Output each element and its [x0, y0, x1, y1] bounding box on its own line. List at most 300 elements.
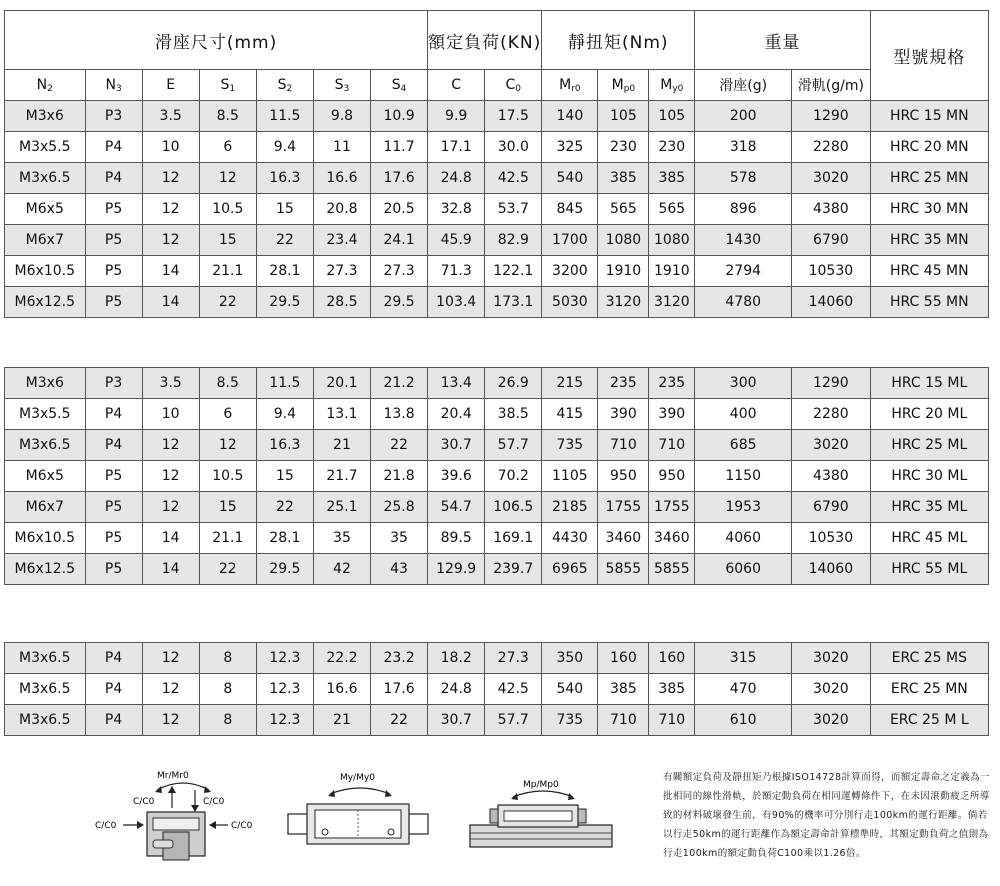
- table-cell: 3020: [792, 705, 871, 736]
- table-row: [5, 523, 989, 554]
- table-cell: 215: [542, 368, 598, 399]
- table-cell: 8.5: [199, 368, 256, 399]
- table-cell: M3x6.5: [5, 674, 86, 705]
- table-cell: 9.8: [313, 101, 370, 132]
- table-cell: 20.1: [313, 368, 370, 399]
- table-row: [5, 492, 989, 523]
- column-header-subscript: 3: [343, 83, 350, 94]
- table-cell: 2280: [792, 132, 871, 163]
- column-header: [5, 70, 86, 101]
- column-header-row: [5, 70, 989, 101]
- table-cell: 10.5: [199, 194, 256, 225]
- table-cell: 20.8: [313, 194, 370, 225]
- column-header-label: C: [505, 76, 516, 93]
- table-cell: 169.1: [485, 523, 542, 554]
- table-cell: P5: [85, 194, 142, 225]
- table-cell: 71.3: [428, 256, 485, 287]
- table-cell: 950: [598, 461, 649, 492]
- table-cell: 14: [142, 287, 199, 318]
- up-arrow-icon: [168, 786, 176, 793]
- table-cell: 1953: [695, 492, 792, 523]
- my-title: My/My0: [340, 773, 375, 783]
- table-cell: 29.5: [256, 554, 313, 585]
- table-cell: 43: [371, 554, 428, 585]
- table-row: [5, 705, 989, 736]
- column-header: [371, 70, 428, 101]
- roll-moment-diagram: [95, 768, 270, 873]
- table-cell: 25.1: [313, 492, 370, 523]
- table-cell: 103.4: [428, 287, 485, 318]
- table-cell: 415: [542, 399, 598, 430]
- table-cell: 12: [142, 705, 199, 736]
- table-cell: M3x6.5: [5, 430, 86, 461]
- column-header-subscript: 0: [515, 83, 522, 94]
- table-cell: M3x6: [5, 368, 86, 399]
- table-cell: 200: [695, 101, 792, 132]
- rotation-arrow-icon: [513, 791, 573, 797]
- column-header-label: C: [451, 77, 462, 93]
- model-cell: HRC 45 ML: [870, 523, 988, 554]
- table-cell: 57.7: [485, 705, 542, 736]
- yaw-moment-diagram: [285, 768, 435, 858]
- column-header-subscript: y0: [672, 83, 684, 94]
- table-cell: 25.8: [371, 492, 428, 523]
- table-cell: 10: [142, 399, 199, 430]
- table-cell: 3020: [792, 643, 871, 674]
- table-cell: 3.5: [142, 101, 199, 132]
- table-cell: 3120: [598, 287, 649, 318]
- table-cell: 22: [256, 225, 313, 256]
- table-cell: 710: [598, 430, 649, 461]
- table-cell: 4380: [792, 194, 871, 225]
- table-cell: 13.4: [428, 368, 485, 399]
- table-cell: 70.2: [485, 461, 542, 492]
- table-cell: 5855: [649, 554, 695, 585]
- spec-table-mn: [4, 10, 989, 318]
- column-header: [485, 70, 542, 101]
- table-cell: 15: [199, 492, 256, 523]
- column-header-label: E: [166, 77, 176, 93]
- table-row: [5, 256, 989, 287]
- table-cell: 9.4: [256, 399, 313, 430]
- table-cell: 6790: [792, 492, 871, 523]
- column-header: [85, 70, 142, 101]
- table-cell: 3020: [792, 674, 871, 705]
- table-cell: 1105: [542, 461, 598, 492]
- table-cell: P4: [85, 132, 142, 163]
- column-header: [649, 70, 695, 101]
- rated-life-note: 有關額定負荷及靜扭矩乃根據ISO14728計算而得，而額定壽命之定義為一批相同的線性滑軌，於額定動負荷在相同運轉條件下，在未因滾動疲乏所導致的材料破壞發生前，有90%的機率可分別行走100km的運行距離。倘若以行走50km的運行距離作為額定壽命計算標準時，其額定動負荷之值則為行走100km的額定動負荷C100乘以1.26倍。: [663, 772, 990, 859]
- table-cell: 318: [695, 132, 792, 163]
- table-row: [5, 461, 989, 492]
- right-arrow-icon: [137, 821, 144, 829]
- column-header-subscript: r0: [571, 83, 581, 94]
- table-cell: 30.0: [485, 132, 542, 163]
- table-cell: 710: [649, 430, 695, 461]
- table-cell: 16.6: [313, 674, 370, 705]
- model-cell: HRC 55 ML: [870, 554, 988, 585]
- column-header: [428, 70, 485, 101]
- table-cell: 89.5: [428, 523, 485, 554]
- table-cell: 540: [542, 674, 598, 705]
- table-cell: 1755: [598, 492, 649, 523]
- table-cell: M3x6.5: [5, 163, 86, 194]
- table-cell: 8: [199, 674, 256, 705]
- table-cell: 82.9: [485, 225, 542, 256]
- table-cell: 3460: [598, 523, 649, 554]
- column-header-label: M: [611, 76, 624, 93]
- table-cell: 105: [598, 101, 649, 132]
- table-cell: 15: [199, 225, 256, 256]
- table-cell: P3: [85, 368, 142, 399]
- column-header-label: S: [220, 76, 230, 93]
- table-cell: 21.1: [199, 256, 256, 287]
- table-cell: 21: [313, 705, 370, 736]
- table-cell: 42: [313, 554, 370, 585]
- table-cell: M6x12.5: [5, 287, 86, 318]
- table-cell: 12: [142, 194, 199, 225]
- table-cell: 140: [542, 101, 598, 132]
- table-cell: 1700: [542, 225, 598, 256]
- table-cell: 6965: [542, 554, 598, 585]
- table-cell: 5855: [598, 554, 649, 585]
- table-cell: 1080: [649, 225, 695, 256]
- table-cell: 385: [649, 674, 695, 705]
- model-cell: HRC 45 MN: [870, 256, 988, 287]
- table-cell: 4380: [792, 461, 871, 492]
- table-cell: 6: [199, 132, 256, 163]
- table-cell: 22.2: [313, 643, 370, 674]
- table-cell: 16.6: [313, 163, 370, 194]
- table-cell: 3200: [542, 256, 598, 287]
- table-cell: M6x5: [5, 461, 86, 492]
- table-cell: 3460: [649, 523, 695, 554]
- table-cell: 540: [542, 163, 598, 194]
- table-row: [5, 368, 989, 399]
- table-cell: 24.8: [428, 674, 485, 705]
- column-header-subscript: p0: [623, 83, 636, 94]
- column-header: [313, 70, 370, 101]
- column-header-label: S: [334, 76, 344, 93]
- table-cell: 18.2: [428, 643, 485, 674]
- table-cell: 21.7: [313, 461, 370, 492]
- table-cell: 12: [142, 430, 199, 461]
- spec-table-ml: [4, 367, 989, 585]
- model-cell: HRC 20 MN: [870, 132, 988, 163]
- table-cell: 12.3: [256, 705, 313, 736]
- table-cell: 21.8: [371, 461, 428, 492]
- table-cell: 12: [142, 643, 199, 674]
- table-cell: 5030: [542, 287, 598, 318]
- table-cell: 160: [649, 643, 695, 674]
- table-cell: 565: [649, 194, 695, 225]
- table-cell: 3020: [792, 163, 871, 194]
- table-row: [5, 674, 989, 705]
- table-cell: 11.5: [256, 368, 313, 399]
- table-cell: 45.9: [428, 225, 485, 256]
- table-cell: 27.3: [371, 256, 428, 287]
- table-cell: 12: [142, 163, 199, 194]
- table-cell: M3x6.5: [5, 643, 86, 674]
- table-cell: P4: [85, 430, 142, 461]
- table-cell: 239.7: [485, 554, 542, 585]
- column-header-label: S: [277, 76, 287, 93]
- model-cell: ERC 25 MN: [870, 674, 988, 705]
- table-cell: 53.7: [485, 194, 542, 225]
- table-row: [5, 554, 989, 585]
- table-cell: 6: [199, 399, 256, 430]
- table-cell: 12.3: [256, 643, 313, 674]
- table-row: [5, 225, 989, 256]
- table-cell: P5: [85, 225, 142, 256]
- model-cell: HRC 25 MN: [870, 163, 988, 194]
- table-cell: 3.5: [142, 368, 199, 399]
- table-cell: P4: [85, 705, 142, 736]
- table-cell: 14: [142, 554, 199, 585]
- column-header-label: S: [391, 76, 401, 93]
- table-cell: 1910: [649, 256, 695, 287]
- table-cell: M6x12.5: [5, 554, 86, 585]
- table-cell: P3: [85, 101, 142, 132]
- table-cell: 23.2: [371, 643, 428, 674]
- table-cell: 6790: [792, 225, 871, 256]
- table-row: [5, 643, 989, 674]
- model-cell: ERC 25 M L: [870, 705, 988, 736]
- table-cell: 1290: [792, 101, 871, 132]
- table-cell: P4: [85, 163, 142, 194]
- table-cell: 10.9: [371, 101, 428, 132]
- table-cell: 14060: [792, 554, 871, 585]
- model-cell: HRC 35 ML: [870, 492, 988, 523]
- model-cell: HRC 15 MN: [870, 101, 988, 132]
- table-cell: 10530: [792, 256, 871, 287]
- table-cell: 565: [598, 194, 649, 225]
- table-cell: 22: [199, 554, 256, 585]
- table-cell: P5: [85, 461, 142, 492]
- header-model-spec: 型號規格: [870, 11, 988, 101]
- table-cell: 22: [256, 492, 313, 523]
- table-cell: 610: [695, 705, 792, 736]
- table-cell: 16.3: [256, 430, 313, 461]
- table-cell: 21: [313, 430, 370, 461]
- table-cell: 35: [371, 523, 428, 554]
- table-cell: 28.1: [256, 256, 313, 287]
- table-cell: 1910: [598, 256, 649, 287]
- table-cell: P4: [85, 399, 142, 430]
- header-static-torque: 靜扭矩(Nm): [542, 11, 695, 70]
- table-cell: 390: [649, 399, 695, 430]
- table-cell: 12: [142, 461, 199, 492]
- table-row: [5, 430, 989, 461]
- table-cell: P5: [85, 554, 142, 585]
- column-header: [695, 70, 792, 101]
- table-cell: 230: [649, 132, 695, 163]
- table-cell: 22: [199, 287, 256, 318]
- table-cell: 735: [542, 430, 598, 461]
- table-row: [5, 194, 989, 225]
- table-row: [5, 163, 989, 194]
- table-cell: 20.4: [428, 399, 485, 430]
- table-cell: 105: [649, 101, 695, 132]
- rail: [470, 825, 612, 847]
- column-header-subscript: 1: [229, 83, 236, 94]
- table-cell: 11.5: [256, 101, 313, 132]
- table-cell: 21.2: [371, 368, 428, 399]
- table-body: [5, 643, 989, 736]
- load-label-right: C/C0: [231, 821, 253, 831]
- column-header-subscript: 2: [47, 83, 53, 94]
- table-cell: P5: [85, 256, 142, 287]
- table-cell: 9.9: [428, 101, 485, 132]
- column-header-label: 滑座(g): [719, 78, 768, 94]
- column-header-subscript: 2: [286, 83, 293, 94]
- model-cell: HRC 30 ML: [870, 461, 988, 492]
- table-cell: 685: [695, 430, 792, 461]
- table-cell: 385: [598, 674, 649, 705]
- table-cell: P5: [85, 523, 142, 554]
- column-header-label: N: [36, 76, 48, 93]
- column-header-subscript: 3: [115, 83, 122, 94]
- table-cell: 13.8: [371, 399, 428, 430]
- table-cell: 17.6: [371, 674, 428, 705]
- pitch-moment-diagram: [468, 775, 618, 855]
- table-cell: 23.4: [313, 225, 370, 256]
- table-cell: 30.7: [428, 430, 485, 461]
- table-cell: 15: [256, 194, 313, 225]
- column-header: [598, 70, 649, 101]
- table-cell: 235: [598, 368, 649, 399]
- table-cell: 24.8: [428, 163, 485, 194]
- left-arrow-icon: [209, 821, 216, 829]
- table-cell: 2185: [542, 492, 598, 523]
- table-cell: 6060: [695, 554, 792, 585]
- table-cell: 10530: [792, 523, 871, 554]
- table-cell: 12: [142, 492, 199, 523]
- table-cell: 16.3: [256, 163, 313, 194]
- table-cell: 27.3: [485, 643, 542, 674]
- rotation-arrow-icon: [157, 783, 209, 790]
- table-cell: 28.5: [313, 287, 370, 318]
- spec-table-erc: [4, 642, 989, 736]
- table-cell: 350: [542, 643, 598, 674]
- table-cell: 1080: [598, 225, 649, 256]
- table-cell: M3x5.5: [5, 399, 86, 430]
- table-cell: 17.6: [371, 163, 428, 194]
- model-cell: ERC 25 MS: [870, 643, 988, 674]
- table-cell: 896: [695, 194, 792, 225]
- table-cell: 21.1: [199, 523, 256, 554]
- column-header-label: N: [105, 76, 116, 93]
- table-cell: 22: [371, 705, 428, 736]
- table-cell: 1755: [649, 492, 695, 523]
- table-cell: 27.3: [313, 256, 370, 287]
- model-cell: HRC 20 ML: [870, 399, 988, 430]
- table-cell: M3x6.5: [5, 705, 86, 736]
- load-label-left-top: C/C0: [133, 797, 155, 807]
- table-cell: 54.7: [428, 492, 485, 523]
- table-cell: 845: [542, 194, 598, 225]
- table-cell: 950: [649, 461, 695, 492]
- table-cell: 11: [313, 132, 370, 163]
- table-cell: 30.7: [428, 705, 485, 736]
- column-header-label: M: [559, 76, 572, 93]
- mp-title: Mp/Mp0: [523, 780, 559, 790]
- table-cell: 12: [142, 674, 199, 705]
- table-cell: 57.7: [485, 430, 542, 461]
- table-cell: M6x10.5: [5, 256, 86, 287]
- model-cell: HRC 35 MN: [870, 225, 988, 256]
- column-header: [199, 70, 256, 101]
- table-cell: 24.1: [371, 225, 428, 256]
- table-cell: 325: [542, 132, 598, 163]
- table-cell: 4780: [695, 287, 792, 318]
- table-cell: 22: [371, 430, 428, 461]
- table-cell: 38.5: [485, 399, 542, 430]
- table-cell: P5: [85, 492, 142, 523]
- table-body: [5, 101, 989, 318]
- table-cell: M3x5.5: [5, 132, 86, 163]
- table-cell: 1430: [695, 225, 792, 256]
- table-cell: 2794: [695, 256, 792, 287]
- table-cell: 710: [598, 705, 649, 736]
- table-cell: 385: [649, 163, 695, 194]
- table-cell: 735: [542, 705, 598, 736]
- table-cell: 173.1: [485, 287, 542, 318]
- table-cell: 578: [695, 163, 792, 194]
- table-cell: 8: [199, 705, 256, 736]
- table-cell: 122.1: [485, 256, 542, 287]
- table-cell: 10.5: [199, 461, 256, 492]
- table-cell: 8: [199, 643, 256, 674]
- table-cell: 8.5: [199, 101, 256, 132]
- table-cell: 14: [142, 256, 199, 287]
- rotation-arrow-icon: [330, 788, 390, 794]
- model-cell: HRC 30 MN: [870, 194, 988, 225]
- table-cell: 28.1: [256, 523, 313, 554]
- table-cell: 4430: [542, 523, 598, 554]
- table-cell: 1290: [792, 368, 871, 399]
- header-rated-load: 額定負荷(KN): [428, 11, 542, 70]
- table-row: [5, 101, 989, 132]
- column-header: [142, 70, 199, 101]
- column-header: [792, 70, 871, 101]
- table-cell: 9.4: [256, 132, 313, 163]
- table-cell: 390: [598, 399, 649, 430]
- table-cell: M6x7: [5, 225, 86, 256]
- table-cell: M6x5: [5, 194, 86, 225]
- table-cell: 12: [199, 163, 256, 194]
- model-cell: HRC 55 MN: [870, 287, 988, 318]
- down-arrow-icon: [191, 805, 199, 812]
- table-cell: 160: [598, 643, 649, 674]
- table-cell: 14: [142, 523, 199, 554]
- table-cell: 17.1: [428, 132, 485, 163]
- table-cell: 129.9: [428, 554, 485, 585]
- table-cell: M3x6: [5, 101, 86, 132]
- column-header: [542, 70, 598, 101]
- table-cell: 1150: [695, 461, 792, 492]
- load-label-left: C/C0: [95, 821, 117, 831]
- table-cell: P4: [85, 674, 142, 705]
- table-cell: P4: [85, 643, 142, 674]
- table-cell: 35: [313, 523, 370, 554]
- table-cell: 385: [598, 163, 649, 194]
- table-cell: 12: [142, 225, 199, 256]
- table-cell: 13.1: [313, 399, 370, 430]
- table-cell: 3120: [649, 287, 695, 318]
- table-cell: 3020: [792, 430, 871, 461]
- table-cell: 14060: [792, 287, 871, 318]
